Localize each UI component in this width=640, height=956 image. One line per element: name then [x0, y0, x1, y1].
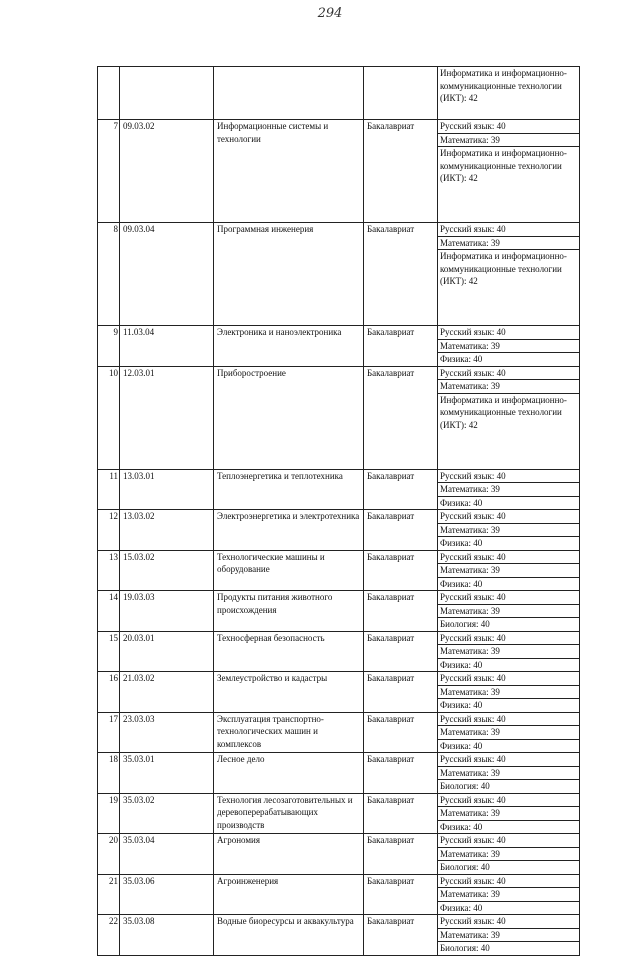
cell-code: 12.03.01: [120, 366, 214, 469]
cell-num: 22: [98, 915, 120, 956]
table-row: [98, 672, 580, 686]
cell-requirement: Физика: 40: [438, 820, 580, 834]
cell-name: Землеустройство и кадастры: [214, 672, 364, 713]
cell-code: 23.03.03: [120, 712, 214, 753]
cell-name: Агрономия: [214, 834, 364, 875]
cell-code: 15.03.02: [120, 550, 214, 591]
cell-requirement: Русский язык: 40: [438, 915, 580, 929]
cell-code: 35.03.02: [120, 793, 214, 834]
cell-requirement: Информатика и информационно-коммуникационные технологии (ИКТ): 42: [438, 147, 580, 223]
table-row: [98, 326, 580, 340]
cell-code: 13.03.01: [120, 469, 214, 510]
table-row: [98, 793, 580, 807]
cell-num: 9: [98, 326, 120, 367]
cell-level: Бакалавриат: [364, 834, 438, 875]
cell-name: Приборостроение: [214, 366, 364, 469]
cell-requirement: Информатика и информационно-коммуникационные технологии (ИКТ): 42: [438, 250, 580, 326]
table-row: [98, 874, 580, 888]
table-row: [98, 834, 580, 848]
cell-code: 21.03.02: [120, 672, 214, 713]
cell-requirement: Русский язык: 40: [438, 834, 580, 848]
cell-num: 21: [98, 874, 120, 915]
cell-name: Водные биоресурсы и аквакультура: [214, 915, 364, 956]
cell-requirement: Математика: 39: [438, 523, 580, 537]
cell-level: Бакалавриат: [364, 631, 438, 672]
cell-num: 13: [98, 550, 120, 591]
cell-name: Техносферная безопасность: [214, 631, 364, 672]
cell-code: 20.03.01: [120, 631, 214, 672]
cell-name: Информационные системы и технологии: [214, 120, 364, 223]
cell-requirement: Математика: 39: [438, 483, 580, 497]
cell-name: Технологические машины и оборудование: [214, 550, 364, 591]
cell-requirement: Биология: 40: [438, 618, 580, 632]
cell-requirement: Русский язык: 40: [438, 672, 580, 686]
cell-code: 09.03.02: [120, 120, 214, 223]
cell-requirement: Математика: 39: [438, 645, 580, 659]
cell-num: 8: [98, 223, 120, 326]
table-row: [98, 915, 580, 929]
cell-level: Бакалавриат: [364, 672, 438, 713]
cell-requirement: Информатика и информационно-коммуникационные технологии (ИКТ): 42: [438, 393, 580, 469]
cell-level: Бакалавриат: [364, 120, 438, 223]
cell-requirement: Математика: 39: [438, 928, 580, 942]
cell-level: Бакалавриат: [364, 591, 438, 632]
admission-requirements-table: [97, 66, 580, 956]
cell-requirement: Математика: 39: [438, 888, 580, 902]
table-row: [98, 120, 580, 134]
cell-code: 35.03.08: [120, 915, 214, 956]
cell-requirement: Математика: 39: [438, 807, 580, 821]
cell-level: Бакалавриат: [364, 550, 438, 591]
cell-name: Продукты питания животного происхождения: [214, 591, 364, 632]
table-row: [98, 366, 580, 380]
cell-level: Бакалавриат: [364, 753, 438, 794]
cell-requirement: Математика: 39: [438, 339, 580, 353]
cell-num: 7: [98, 120, 120, 223]
page-number: 294: [317, 6, 343, 21]
cell-code: 35.03.06: [120, 874, 214, 915]
cell-requirement: Информатика и информационно-коммуникационные технологии (ИКТ): 42: [438, 67, 580, 120]
cell-requirement: Математика: 39: [438, 236, 580, 250]
cell-requirement: Русский язык: 40: [438, 120, 580, 134]
table-row-continuation: [98, 67, 580, 120]
cell-level: Бакалавриат: [364, 510, 438, 551]
cell-requirement: Математика: 39: [438, 847, 580, 861]
cell-requirement: Русский язык: 40: [438, 631, 580, 645]
cell-level: Бакалавриат: [364, 326, 438, 367]
cell-num: 17: [98, 712, 120, 753]
cell-requirement: Физика: 40: [438, 901, 580, 915]
cell-requirement: Русский язык: 40: [438, 510, 580, 524]
cell-code: 13.03.02: [120, 510, 214, 551]
cell-level: Бакалавриат: [364, 366, 438, 469]
cell-requirement: Биология: 40: [438, 780, 580, 794]
cell-requirement: Математика: 39: [438, 133, 580, 147]
cell-requirement: Физика: 40: [438, 353, 580, 367]
cell-name: Лесное дело: [214, 753, 364, 794]
table-row: [98, 753, 580, 767]
table-row: [98, 712, 580, 726]
cell-code: 19.03.03: [120, 591, 214, 632]
cell-requirement: Русский язык: 40: [438, 223, 580, 237]
cell-level: [364, 67, 438, 120]
table-row: [98, 223, 580, 237]
table-body: [98, 67, 580, 956]
cell-code: 35.03.01: [120, 753, 214, 794]
cell-requirement: Математика: 39: [438, 685, 580, 699]
table-row: [98, 631, 580, 645]
cell-code: 11.03.04: [120, 326, 214, 367]
cell-name: Электроника и наноэлектроника: [214, 326, 364, 367]
cell-requirement: Биология: 40: [438, 861, 580, 875]
table-row: [98, 469, 580, 483]
cell-level: Бакалавриат: [364, 223, 438, 326]
cell-requirement: Физика: 40: [438, 739, 580, 753]
cell-requirement: Русский язык: 40: [438, 753, 580, 767]
cell-requirement: Русский язык: 40: [438, 469, 580, 483]
cell-requirement: Математика: 39: [438, 726, 580, 740]
cell-requirement: Русский язык: 40: [438, 793, 580, 807]
cell-num: 20: [98, 834, 120, 875]
cell-code: 09.03.04: [120, 223, 214, 326]
cell-requirement: Физика: 40: [438, 537, 580, 551]
cell-level: Бакалавриат: [364, 915, 438, 956]
cell-requirement: Биология: 40: [438, 942, 580, 956]
table-row: [98, 591, 580, 605]
table-row: [98, 550, 580, 564]
cell-num: 15: [98, 631, 120, 672]
cell-num: 16: [98, 672, 120, 713]
cell-code: 35.03.04: [120, 834, 214, 875]
cell-requirement: Математика: 39: [438, 604, 580, 618]
cell-requirement: Физика: 40: [438, 496, 580, 510]
cell-level: Бакалавриат: [364, 469, 438, 510]
cell-num: 11: [98, 469, 120, 510]
cell-requirement: Физика: 40: [438, 577, 580, 591]
cell-requirement: Математика: 39: [438, 564, 580, 578]
cell-requirement: Физика: 40: [438, 658, 580, 672]
cell-name: Технология лесозаготовительных и деревоперерабатывающих производств: [214, 793, 364, 834]
cell-requirement: Русский язык: 40: [438, 366, 580, 380]
cell-name: Программная инженерия: [214, 223, 364, 326]
cell-requirement: Математика: 39: [438, 380, 580, 394]
cell-num: 12: [98, 510, 120, 551]
cell-name: Электроэнергетика и электротехника: [214, 510, 364, 551]
cell-name: Агроинженерия: [214, 874, 364, 915]
cell-requirement: Русский язык: 40: [438, 326, 580, 340]
cell-requirement: Физика: 40: [438, 699, 580, 713]
cell-requirement: Русский язык: 40: [438, 712, 580, 726]
cell-requirement: Русский язык: 40: [438, 550, 580, 564]
cell-num: 14: [98, 591, 120, 632]
cell-name: [214, 67, 364, 120]
cell-level: Бакалавриат: [364, 874, 438, 915]
cell-name: Эксплуатация транспортно-технологических машин и комплексов: [214, 712, 364, 753]
cell-requirement: Русский язык: 40: [438, 591, 580, 605]
cell-num: 10: [98, 366, 120, 469]
table-row: [98, 510, 580, 524]
cell-num: [98, 67, 120, 120]
cell-requirement: Русский язык: 40: [438, 874, 580, 888]
cell-level: Бакалавриат: [364, 793, 438, 834]
cell-code: [120, 67, 214, 120]
cell-name: Теплоэнергетика и теплотехника: [214, 469, 364, 510]
cell-level: Бакалавриат: [364, 712, 438, 753]
cell-requirement: Математика: 39: [438, 766, 580, 780]
cell-num: 19: [98, 793, 120, 834]
cell-num: 18: [98, 753, 120, 794]
